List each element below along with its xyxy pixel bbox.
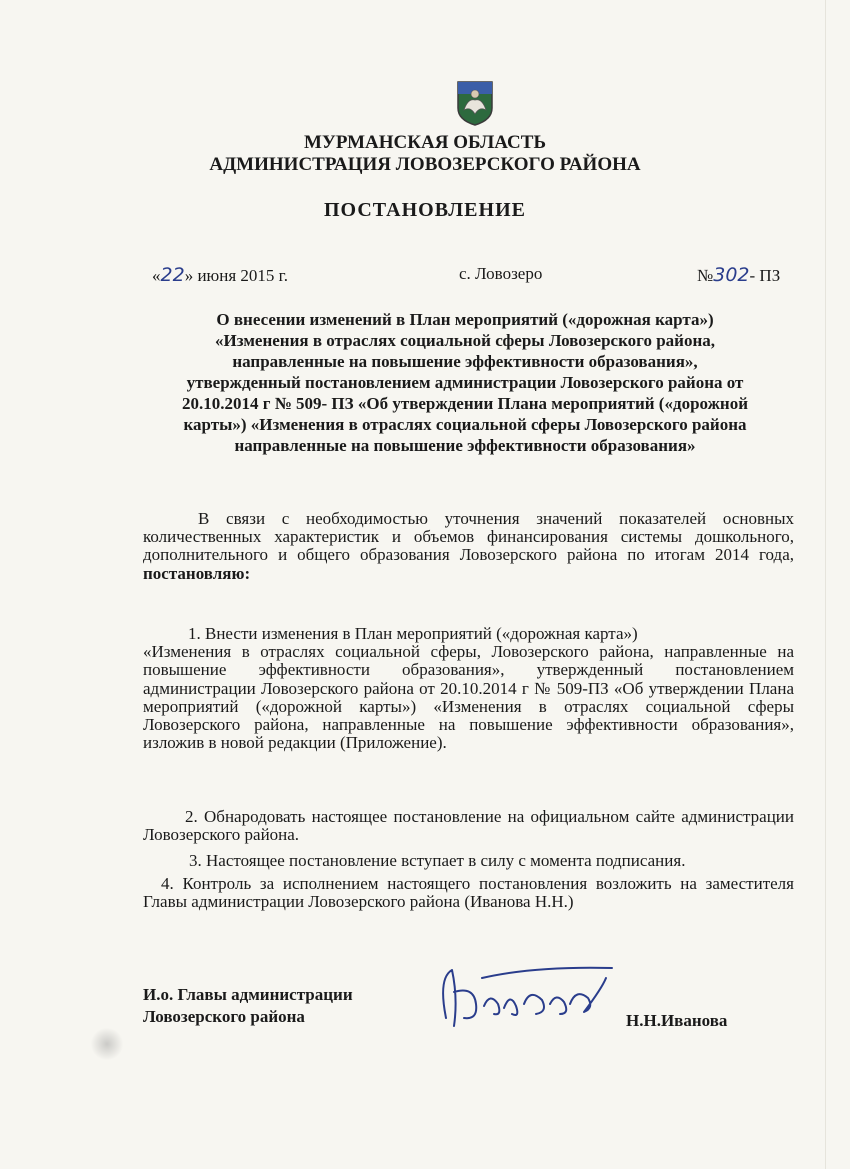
- intro-text: В связи с необходимостью уточнения значений показателей основных количественных характеристик и объемов финансирования системы дошкольного, дополнительного и общего образования Ловозерского района по итогам 2014 года,: [143, 509, 794, 565]
- item-1-first-line: 1. Внести изменения в План мероприятий («дорожная карта»): [188, 624, 638, 643]
- item-3: 3. Настоящее постановление вступает в силу с момента подписания.: [189, 851, 686, 870]
- coat-of-arms-icon: [456, 80, 494, 126]
- intro-decision: постановляю:: [143, 563, 251, 583]
- item-2: 2. Обнародовать настоящее постановление на официальном сайте администрации Ловозерского района.: [143, 807, 794, 845]
- title-line: направленные на повышение эффективности образования»,: [232, 352, 698, 371]
- item-1: [143, 625, 794, 752]
- number-value: 302: [713, 264, 750, 286]
- signatory-name: Н.Н.Иванова: [626, 1011, 728, 1030]
- title-line: «Изменения в отраслях социальной сферы Ловозерского района,: [215, 331, 715, 350]
- title-line: карты») «Изменения в отраслях социальной сферы Ловозерского района: [183, 415, 747, 434]
- resolution-title: [135, 309, 795, 456]
- position-line: И.о. Главы администрации: [143, 985, 353, 1004]
- administration-title: АДМИНИСТРАЦИЯ ЛОВОЗЕРСКОГО РАЙОНА: [209, 154, 641, 175]
- title-line: направленные на повышение эффективности образования»: [234, 436, 696, 455]
- item-4: 4. Контроль за исполнением настоящего постановления возложить на заместителя Главы администрации Ловозерского района (Иванова Н.Н.): [143, 874, 794, 912]
- region-title: МУРМАНСКАЯ ОБЛАСТЬ: [304, 132, 546, 153]
- number-suffix: - ПЗ: [749, 266, 781, 285]
- scan-smudge: [90, 1028, 124, 1060]
- intro-paragraph: [143, 510, 794, 583]
- title-line: О внесении изменений в План мероприятий («дорожная карта»): [216, 310, 714, 329]
- title-line: утвержденный постановлением администрации Ловозерского района от: [186, 373, 744, 392]
- document-place: с. Ловозеро: [459, 264, 543, 283]
- title-line: 20.10.2014 г № 509- ПЗ «Об утверждении Плана мероприятий («дорожной: [181, 394, 749, 413]
- document-number: [697, 264, 780, 286]
- document-date: [152, 264, 288, 286]
- number-sign: №: [697, 266, 714, 285]
- signatory-position: [143, 984, 353, 1028]
- date-day: 22: [160, 264, 185, 286]
- date-month-year: » июня 2015 г.: [184, 266, 288, 285]
- document-type: ПОСТАНОВЛЕНИЕ: [324, 199, 526, 221]
- item-1-text: «Изменения в отраслях социальной сферы, Ловозерского района, направленные на повышение эффективности образования», утвержденный постановлением администрации Ловозерского района от 20.10.2014 г № 509-ПЗ «Об утверждении Плана мероприятий («дорожной карты») «Изменения в отраслях социальной сферы Ловозерского района, направленные на повышение эффективности образования», изложив в новой редакции (Приложение).: [143, 642, 794, 753]
- handwritten-signature: [424, 948, 624, 1038]
- date-open-quote: «: [152, 266, 161, 285]
- position-line: Ловозерского района: [143, 1007, 305, 1026]
